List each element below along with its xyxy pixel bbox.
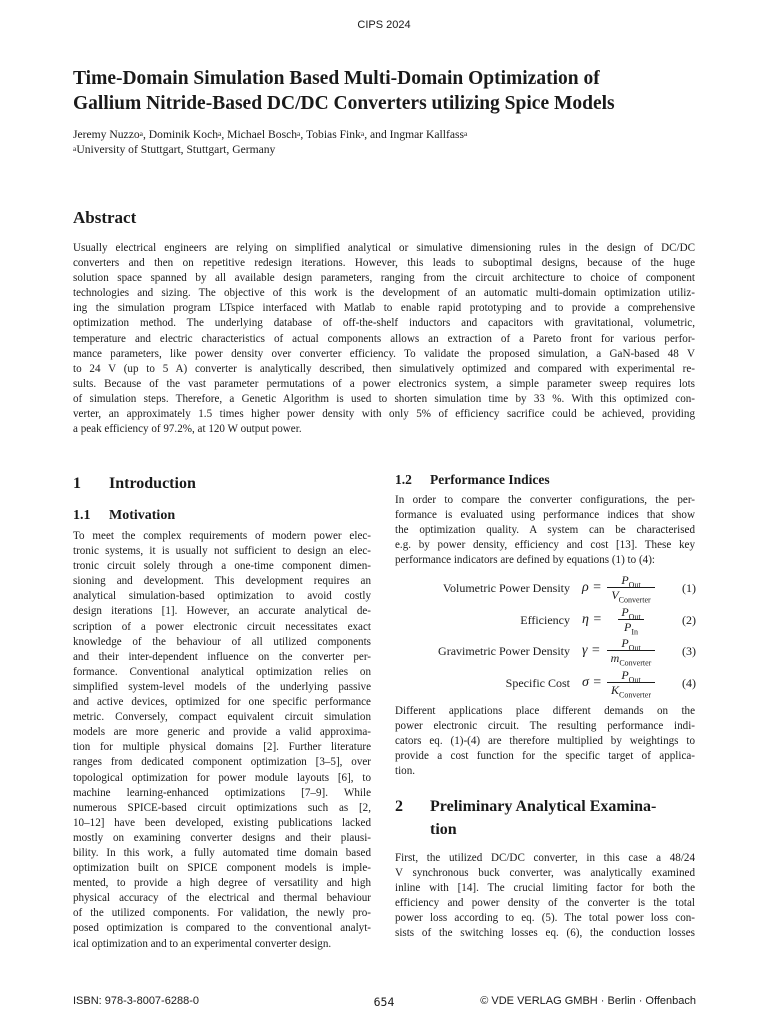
author-separator: , <box>221 128 228 141</box>
preliminary-examination-body <box>395 851 695 942</box>
body-line: scription of a power electronic circuit necessitates exact <box>73 620 371 633</box>
equation-label: Gravimetric Power Density <box>438 644 570 658</box>
author-name: Dominik Koch <box>148 128 219 141</box>
equation-symbol: γ = <box>582 643 601 658</box>
abstract-line: sults. Because of the vast parameter permutations of a power electronics system, a simple parameter sweep requires lots <box>73 377 695 390</box>
denominator-subscript: In <box>631 627 638 637</box>
body-line: of the utilized components. For validation, the newly pro- <box>73 907 371 920</box>
abstract-line: technologies and sizing. The objective of this work is the development of an automatic multi-domain optimization utiliz- <box>73 287 695 300</box>
body-line: First, the utilized DC/DC converter, in this case a 48/24 <box>395 852 695 864</box>
body-line: and active devices, optimized for one specific performance <box>73 696 371 709</box>
body-line: tion. <box>395 765 416 778</box>
author-name: Michael Bosch <box>227 128 298 141</box>
body-line: analytical simulation-based optimization to avoid costly <box>73 590 371 603</box>
denominator-subscript: Converter <box>618 595 651 605</box>
body-line: tion for multiple physical domains [2]. Further literature <box>73 741 371 754</box>
section-number: 1 <box>73 475 81 492</box>
body-line: simplified system-level models of the underlying passive <box>73 680 371 693</box>
equation-number: (1) <box>682 581 696 595</box>
equation-label: Volumetric Power Density <box>442 581 570 595</box>
subsection-title: Performance Indices <box>430 472 550 487</box>
abstract-line: mance parameters, like power density over converter efficiency. To validate the proposed simulation, a GaN-based 48 V <box>73 347 695 360</box>
affiliation-mark: a <box>139 129 143 138</box>
body-line: design iterations [1]. However, an accurate analytical de- <box>73 605 371 618</box>
numerator-variable: P <box>621 668 629 682</box>
abstract-line: of simulation steps. Therefore, a Genetic Algorithm is used to shorten simulation time by 33 %. With this optimized con- <box>73 392 695 405</box>
equation-fraction <box>607 605 655 637</box>
section-title: Introduction <box>109 475 196 492</box>
body-line: sioning and development. This development requires an <box>73 575 371 588</box>
abstract-line: verter, an approximately 1.5 times higher power density with only 5% of efficiency sacrifice could be achieved, providing <box>73 408 695 421</box>
body-line: numerous SPICE-based circuit optimizations such as [2, <box>73 801 371 814</box>
denominator-variable: K <box>610 683 619 697</box>
body-line: posed optimization is compared to the conventional analyt- <box>73 922 371 935</box>
body-line: machine learning-enhanced optimizations [7–9]. While <box>73 786 371 799</box>
numerator-variable: P <box>621 605 629 619</box>
title-line: Time-Domain Simulation Based Multi-Domain Optimization of <box>73 68 600 89</box>
page-number: 654 <box>373 995 395 1009</box>
numerator-subscript: Out <box>628 612 641 622</box>
section-heading-introduction <box>73 475 196 493</box>
body-line: efficiency and power density of the converter is the total <box>395 897 695 910</box>
abstract-line: converters and then on repetitive redesign iterations. However, this leads to suboptimal designs, because of the huge <box>73 257 695 270</box>
abstract-heading: Abstract <box>73 208 137 227</box>
abstract-line: temperature and electric characteristics of actual components allows an extraction of a Pareto front for various perfor- <box>73 332 695 345</box>
abstract-line: a peak efficiency of 97.2%, at 120 W output power. <box>73 423 302 436</box>
body-line: formance. Conventional analytical optimization relies on <box>73 665 371 678</box>
author-list <box>73 127 713 142</box>
body-line: formance is evaluated using performance indices that show <box>395 509 695 522</box>
equation-number: (3) <box>682 644 696 658</box>
author-separator: , <box>300 128 306 141</box>
equation-fraction <box>607 636 655 668</box>
abstract-line: solution space spanned by all available design parameters, ranging from the circuit architecture to choice of component <box>73 272 695 285</box>
affiliation-mark: a <box>360 129 365 138</box>
denominator-variable: P <box>623 620 632 634</box>
footer-publisher: © VDE VERLAG GMBH · Berlin · Offenbach <box>480 995 696 1007</box>
motivation-body <box>73 529 371 952</box>
body-line: ranges from dedicated component optimization [3–5], over <box>73 756 371 769</box>
body-line: V synchronous buck converter, was analytically examined <box>395 867 695 880</box>
body-line: inline with [14]. The crucial limiting factor for both the <box>395 882 695 895</box>
author-name: Jeremy Nuzzo <box>73 128 140 141</box>
equation-symbol: η = <box>582 612 602 627</box>
subsection-heading-performance-indices <box>395 472 550 488</box>
abstract-line: optimization method. The underlying database of off-the-shelf inductors and capacitors with gravitational, volumetric, <box>73 317 695 330</box>
numerator-variable: P <box>621 636 629 650</box>
equation-number: (4) <box>682 676 696 690</box>
affiliation-mark: a <box>218 129 222 138</box>
affiliation-mark: a <box>73 144 77 153</box>
affiliation-mark: a <box>297 129 301 138</box>
numerator-subscript: Out <box>628 580 641 590</box>
equation-fraction <box>607 668 655 700</box>
section-title-line: tion <box>430 821 457 838</box>
section-heading-preliminary-analytical-examination <box>395 795 695 841</box>
body-line: tronic systems, it is usually not sufficient to design an elec- <box>73 545 371 558</box>
affiliation-text: University of Stuttgart, Stuttgart, Germany <box>76 143 276 156</box>
body-line: metric. Conversely, compact equivalent circuit simulation <box>73 711 371 724</box>
numerator-subscript: Out <box>628 675 641 685</box>
body-line: power electronic circuit. The resulting performance indi- <box>395 720 695 733</box>
author-separator: , and <box>364 128 390 141</box>
author-separator: , <box>142 128 149 141</box>
body-line: ical optimization and to an experimental converter design. <box>73 937 332 950</box>
denominator-variable: V <box>611 588 619 602</box>
body-line: bility. In this work, a fully automated time domain based <box>73 846 371 859</box>
body-line: knowledge of the behaviour of all utilized components <box>73 635 371 648</box>
denominator-subscript: Converter <box>619 690 651 700</box>
section-title-line: Preliminary Analytical Examina- <box>430 798 657 815</box>
body-line: models are more generic and provide a valid approxima- <box>73 726 371 739</box>
subsection-number: 1.2 <box>395 472 412 487</box>
body-line: e.g. by power density, efficiency and cost [13]. These key <box>395 539 695 552</box>
body-line: tronic circuit solely through a one-time component dimen- <box>73 560 371 573</box>
subsection-heading-motivation <box>73 508 175 524</box>
abstract-line: ing the simulation program LTspice interfaced with Matlab to enable rapid prototyping and to provide a comprehensive <box>73 302 695 315</box>
numerator-variable: P <box>621 573 629 587</box>
section-number: 2 <box>395 798 403 815</box>
body-line: optimization built on SPICE component models is imple- <box>73 862 371 875</box>
denominator-variable: m <box>610 651 620 665</box>
abstract-line: Usually electrical engineers are relying on simplified analytical or simulative dimensioning rules in the design of DC/DC <box>73 242 695 254</box>
body-line: the optimization quality. A system can be characterised <box>395 524 695 537</box>
author-name: Tobias Fink <box>305 128 361 141</box>
performance-indices-after <box>395 704 695 779</box>
body-line: performance indicators are defined by equations (1) to (4): <box>395 554 655 567</box>
body-line: physical accuracy of the electrical and thermal behaviour <box>73 892 371 905</box>
body-line: In order to compare the converter configurations, the per- <box>395 494 695 506</box>
subsection-number: 1.1 <box>73 508 91 523</box>
body-line: mented, to provide a high degree of versatility and high <box>73 877 371 890</box>
affiliation <box>73 142 713 157</box>
body-line: topological optimization for power module layouts [6], to <box>73 771 371 784</box>
equation-fraction <box>607 573 655 605</box>
equation-label: Efficiency <box>520 613 570 627</box>
running-head: CIPS 2024 <box>357 19 411 31</box>
subsection-title: Motivation <box>109 508 176 523</box>
paper-title <box>73 66 713 116</box>
title-line: Gallium Nitride-Based DC/DC Converters utilizing Spice Models <box>73 93 615 114</box>
body-line: sists of the switching losses eq. (6), the conduction losses <box>395 927 695 940</box>
numerator-subscript: Out <box>628 643 641 653</box>
equation-symbol: ρ = <box>582 580 602 595</box>
abstract-line: to 24 V (up to 5 A) converter is analytically described, then simulatively optimized and compared with experimental re- <box>73 362 695 375</box>
body-line: mostly on examining converter designs and their plausi- <box>73 831 371 844</box>
abstract-body <box>73 241 695 437</box>
body-line: Different applications place different demands on the <box>395 705 695 717</box>
body-line: provide a cost function for the specific target of applica- <box>395 750 695 763</box>
body-line: cators eq. (1)-(4) are therefore multiplied by weightings to <box>395 735 695 748</box>
performance-indices-intro <box>395 493 695 568</box>
equation-symbol: σ = <box>582 675 602 690</box>
body-line: power loss according to eq. (5). The total power loss con- <box>395 912 695 925</box>
body-line: 10–12] have been developed, existing publications lacked <box>73 816 371 829</box>
denominator-subscript: Converter <box>619 658 652 668</box>
equation-number: (2) <box>682 613 696 627</box>
body-line: and their inter-dependent influence on the converter per- <box>73 650 371 663</box>
author-name: Ingmar Kallfass <box>389 128 465 141</box>
body-line: To meet the complex requirements of modern power elec- <box>73 530 371 542</box>
affiliation-mark: a <box>464 129 468 138</box>
footer-isbn: ISBN: 978-3-8007-6288-0 <box>73 995 199 1007</box>
equation-label: Specific Cost <box>505 676 570 690</box>
